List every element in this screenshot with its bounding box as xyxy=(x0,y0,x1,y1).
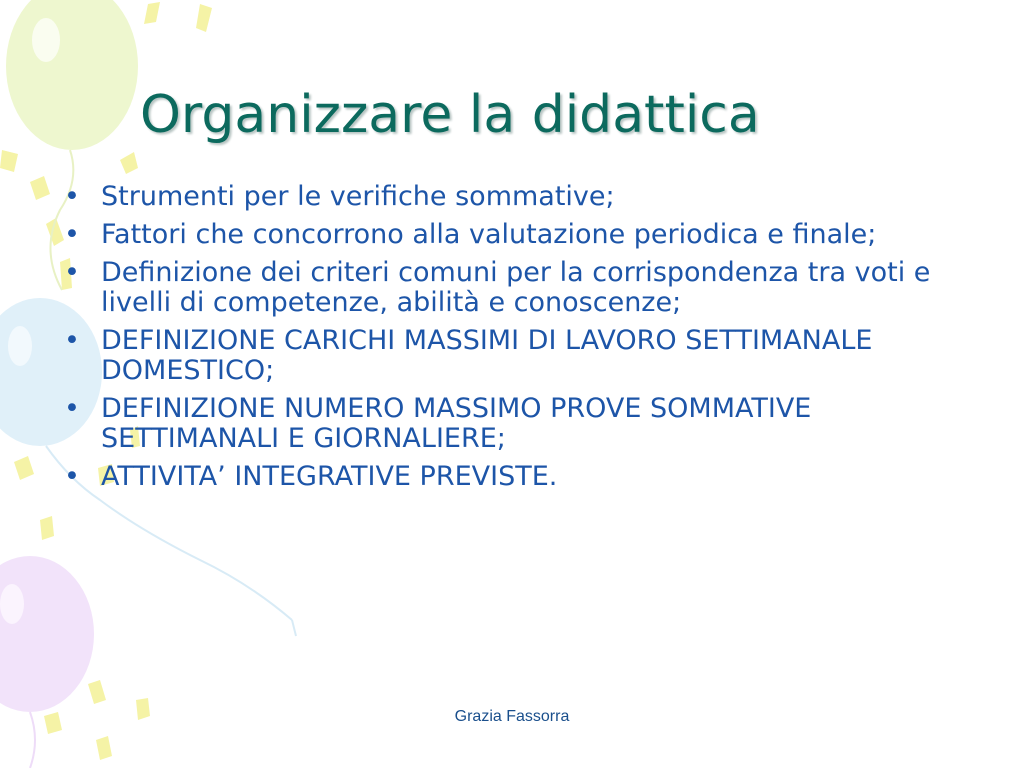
bullet-list xyxy=(60,182,950,500)
bullet-item: • Strumenti per le verifiche sommative; xyxy=(60,182,950,212)
purple-balloon xyxy=(0,556,94,768)
slide-title: Organizzare la didattica xyxy=(140,85,760,145)
bullet-item: • Fattori che concorrono alla valutazione periodica e finale; xyxy=(60,220,950,250)
bullet-item: • DEFINIZIONE NUMERO MASSIMO PROVE SOMMATIVE SETTIMANALI E GIORNALIERE; xyxy=(60,394,950,454)
bullet-item: • Definizione dei criteri comuni per la corrispondenza tra voti e livelli di competenze, abilità e conoscenze; xyxy=(60,258,950,318)
slide-footer: Grazia Fassorra xyxy=(454,708,570,725)
bullet-item: • ATTIVITA’ INTEGRATIVE PREVISTE. xyxy=(60,462,950,492)
bullet-item: • DEFINIZIONE CARICHI MASSIMI DI LAVORO SETTIMANALE DOMESTICO; xyxy=(60,326,950,386)
